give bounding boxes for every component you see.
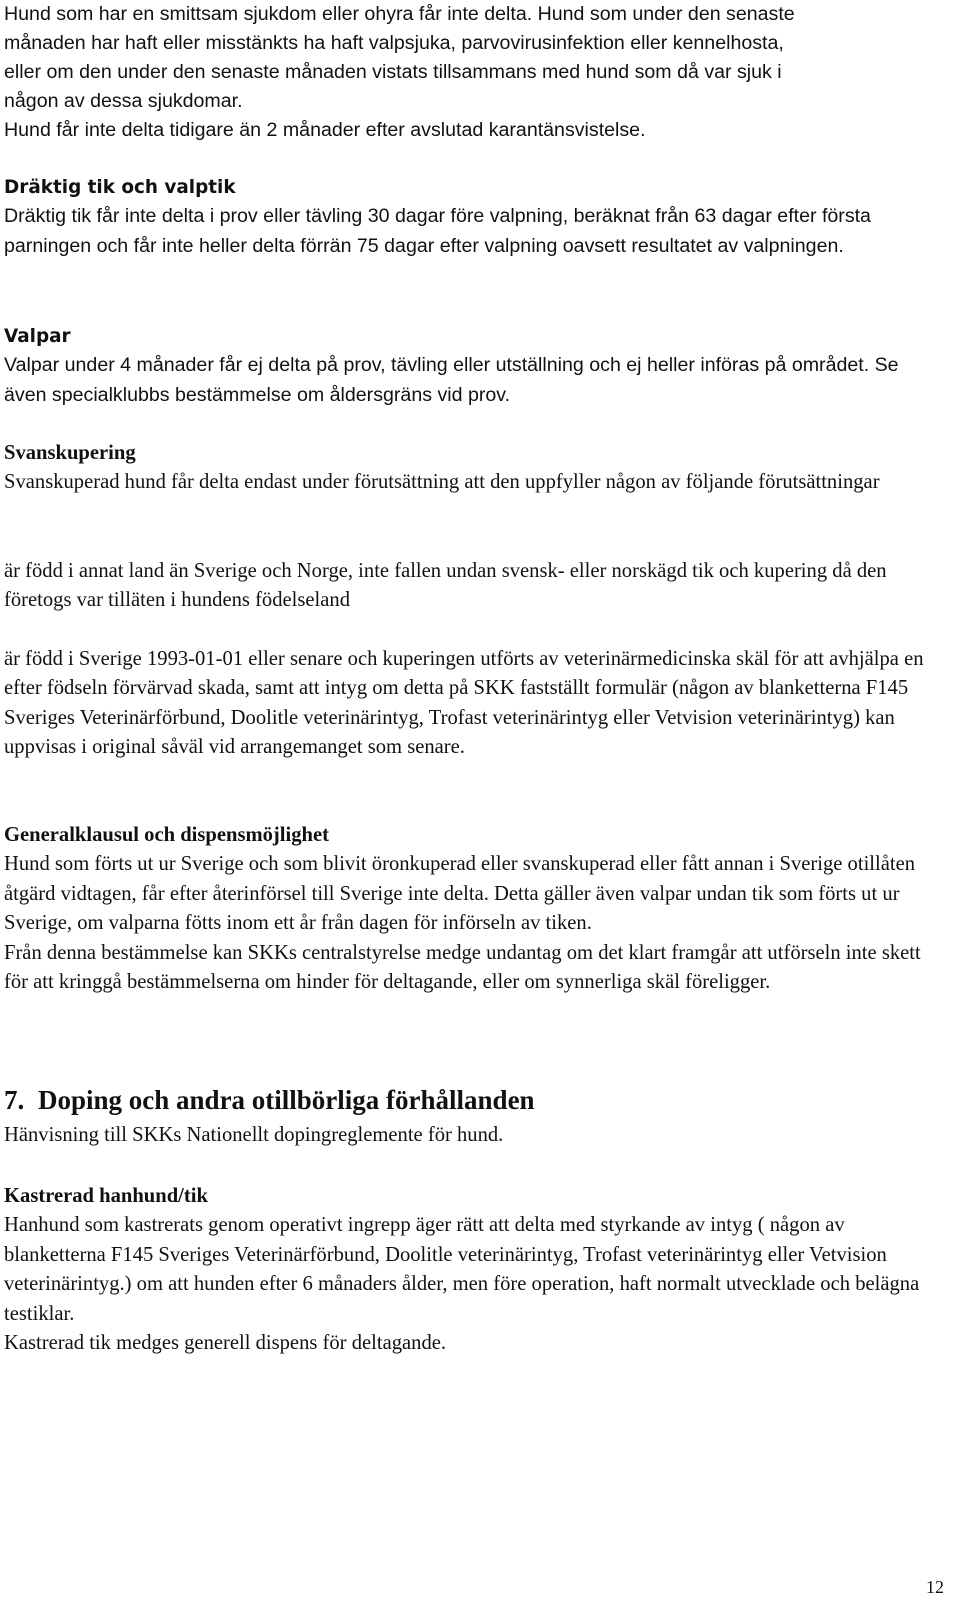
- intro-line-5: Hund får inte delta tidigare än 2 månader efter avslutad karantänsvistelse.: [4, 119, 646, 141]
- generalklausul-text-1: Hund som förts ut ur Sverige och som blivit öronkuperad eller svanskuperad eller fått annan i Sverige otillåten åtgärd vidtagen, får efter återinförsel till Sverige inte delta. Detta gäller även valpar undan tik som förts ut ur Sverige, om valparna fötts inom ett år från dagen för införseln av tiken.: [4, 853, 916, 935]
- svanskupering-item-2: [4, 645, 949, 763]
- intro-line-1: Hund som har en smittsam sjukdom eller ohyra får inte delta. Hund som under den senaste: [4, 3, 795, 25]
- kastrerad-section: [4, 1182, 949, 1358]
- svanskupering-heading: Svanskupering: [4, 442, 136, 464]
- draktig-text: Dräktig tik får inte delta i prov eller tävling 30 dagar före valpning, beräknat från 63 dagar efter första parningen och får inte heller delta förrän 75 dagar efter valpning oavsett resultatet av valpningen.: [4, 205, 871, 257]
- section-7: [4, 1083, 949, 1150]
- valpar-heading: Valpar: [4, 326, 71, 347]
- section-7-title: Doping och andra otillbörliga förhållanden: [38, 1085, 535, 1115]
- intro-line-4: någon av dessa sjukdomar.: [4, 90, 243, 112]
- valpar-text: Valpar under 4 månader får ej delta på prov, tävling eller utställning och ej heller införas på området. Se även specialklubbs bestämmelse om åldersgräns vid prov.: [4, 354, 899, 406]
- kastrerad-heading: Kastrerad hanhund/tik: [4, 1185, 208, 1207]
- section-7-heading: [4, 1083, 949, 1117]
- section-7-number: 7.: [4, 1085, 25, 1115]
- intro-paragraph: [4, 0, 954, 145]
- valpar-section: [4, 322, 944, 410]
- section-7-text: Hänvisning till SKKs Nationellt dopingreglemente för hund.: [4, 1124, 504, 1146]
- intro-line-3: eller om den under den senaste månaden vistats tillsammans med hund som då var sjuk i: [4, 61, 782, 83]
- draktig-heading: Dräktig tik och valptik: [4, 177, 236, 198]
- svanskupering-item-2-text: är född i Sverige 1993-01-01 eller senare och kuperingen utförts av veterinärmedicinska skäl för att avhjälpa en efter födseln förvärvad skada, samt att intyg om detta på SKK fastställt formulär (någon av blanketterna F145 Sveriges Veterinärförbund, Doolitle veterinärintyg, Trofast veterinärintyg eller Vetvision veterinärintyg) kan uppvisas i original såväl vid arrangemanget som senare.: [4, 648, 924, 759]
- draktig-section: [4, 173, 944, 261]
- generalklausul-section: [4, 821, 949, 997]
- svanskupering-section: [4, 439, 949, 498]
- kastrerad-text-2: Kastrerad tik medges generell dispens för deltagande.: [4, 1332, 447, 1355]
- kastrerad-text-1: Hanhund som kastrerats genom operativt ingrepp äger rätt att delta med styrkande av intyg ( någon av blanketterna F145 Sveriges Veterinärförbund, Doolitle veterinärintyg, Trofast veterinärintyg eller Vetvision veterinärintyg.) om att hunden efter 6 månaders ålder, men före operation, haft normalt utvecklade och belägna testiklar.: [4, 1214, 920, 1325]
- svanskupering-text: Svanskuperad hund får delta endast under förutsättning att den uppfyller någon av följande förutsättningar: [4, 471, 880, 494]
- page-number: 12: [926, 1577, 944, 1597]
- svanskupering-item-1: [4, 557, 949, 616]
- generalklausul-heading: Generalklausul och dispensmöjlighet: [4, 824, 329, 846]
- intro-line-2: månaden har haft eller misstänkts ha haft valpsjuka, parvovirusinfektion eller kennelhosta,: [4, 32, 784, 54]
- svanskupering-item-1-text: är född i annat land än Sverige och Norge, inte fallen undan svensk- eller norskägd tik och kupering då den företogs var tilläten i hundens födelseland: [4, 560, 887, 612]
- generalklausul-text-2: Från denna bestämmelse kan SKKs centralstyrelse medge undantag om det klart framgår att utförseln inte skett för att kringgå bestämmelserna om hinder för deltagande, eller om synnerliga skäl föreligger.: [4, 941, 921, 994]
